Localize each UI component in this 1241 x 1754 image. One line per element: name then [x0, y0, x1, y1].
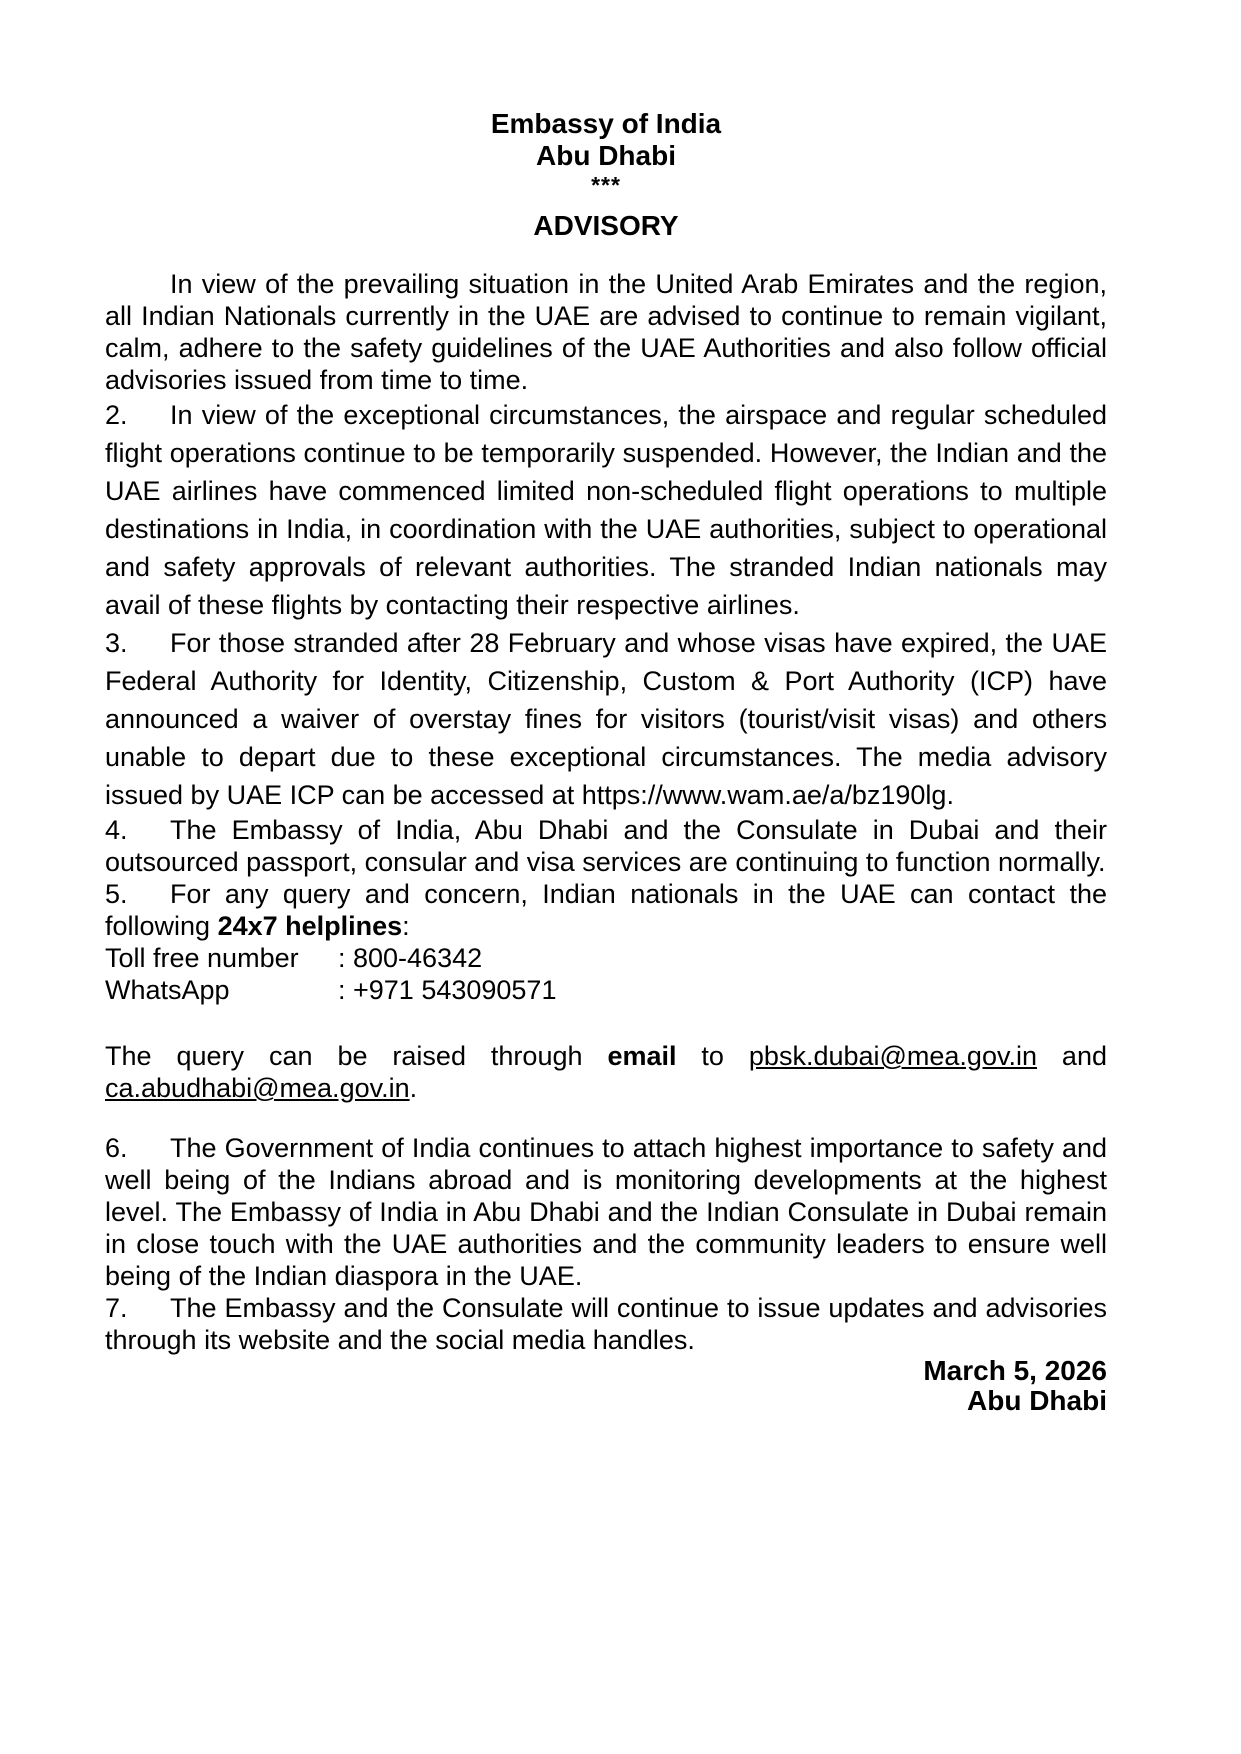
- footer-date: March 5, 2026: [923, 1355, 1107, 1386]
- helpline-row-whatsapp: [105, 974, 1107, 1006]
- paragraph-number: 4.: [105, 815, 128, 845]
- paragraph-6-text: The Government of India continues to attach highest importance to safety and well being of the Indians abroad and is monitoring developments at the highest level. The Embassy of India in Abu Dhabi and the Indian Consulate in Dubai remain in close touch with the UAE authorities and the community leaders to ensure well being of the Indian diaspora in the UAE.: [105, 1133, 1107, 1291]
- paragraph-3: [105, 624, 1107, 814]
- helplines-bold-label: 24x7 helplines: [217, 911, 403, 941]
- paragraph-1: [105, 268, 1107, 396]
- paragraph-5-text: For any query and concern, Indian nationals in the UAE can contact the following: [105, 879, 1107, 941]
- paragraph-3-text: For those stranded after 28 February and whose visas have expired, the UAE Federal Authority for Identity, Citizenship, Custom & Port Authority (ICP) have announced a waiver of overstay fines for visitors (tourist/visit visas) and others unable to depart due to these exceptional circumstances. The media advisory issued by UAE ICP can be accessed at: [105, 628, 1107, 810]
- email-paragraph-conjunction: and: [1036, 1041, 1107, 1071]
- email-link-pbsk-dubai[interactable]: pbsk.dubai@mea.gov.in: [748, 1041, 1037, 1071]
- paragraph-number: 2.: [105, 400, 128, 430]
- paragraph-1-text: In view of the prevailing situation in the United Arab Emirates and the region, all Indian Nationals currently in the UAE are advised to continue to remain vigilant, calm, adhere to the safety guidelines of the UAE Authorities and also follow official advisories issued from time to time.: [105, 269, 1107, 395]
- paragraph-3-suffix: .: [946, 780, 954, 810]
- paragraph-7: [105, 1292, 1107, 1356]
- paragraph-number: 5.: [105, 879, 128, 909]
- paragraph-5: [105, 878, 1107, 942]
- paragraph-7-text: The Embassy and the Consulate will continue to issue updates and advisories through its website and the social media handles.: [105, 1293, 1107, 1355]
- helpline-value: : +971 543090571: [338, 975, 557, 1005]
- advisory-title: ADVISORY: [533, 210, 679, 241]
- paragraph-5-suffix: :: [402, 911, 410, 941]
- email-paragraph: [105, 1040, 1107, 1104]
- paragraph-number: 3.: [105, 628, 128, 658]
- paragraph-number: 7.: [105, 1293, 128, 1323]
- paragraph-2-text: In view of the exceptional circumstances, the airspace and regular scheduled flight operations continue to be temporarily suspended. However, the Indian and the UAE airlines have commenced limited non-scheduled flight operations to multiple destinations in India, in coordination with the UAE authorities, subject to operational and safety approvals of relevant authorities. The stranded Indian nationals may avail of these flights by contacting their respective airlines.: [105, 400, 1107, 620]
- helpline-label: WhatsApp: [105, 975, 230, 1005]
- header-separator-stars: ***: [591, 172, 621, 198]
- email-paragraph-mid: to: [676, 1041, 749, 1071]
- paragraph-4-text: The Embassy of India, Abu Dhabi and the Consulate in Dubai and their outsourced passport, consular and visa services are continuing to function normally.: [105, 815, 1107, 877]
- document-footer: [105, 1356, 1107, 1416]
- paragraph-6: [105, 1132, 1107, 1292]
- email-bold-label: email: [607, 1041, 677, 1071]
- header-city: Abu Dhabi: [536, 140, 676, 171]
- header-org: Embassy of India: [490, 108, 722, 139]
- email-paragraph-prefix: The query can be raised through: [105, 1041, 608, 1071]
- email-link-ca-abudhabi[interactable]: ca.abudhabi@mea.gov.in: [105, 1073, 410, 1103]
- document-header: [105, 108, 1107, 242]
- footer-place: Abu Dhabi: [967, 1385, 1107, 1416]
- email-paragraph-suffix: .: [409, 1073, 418, 1103]
- paragraph-number: 6.: [105, 1133, 128, 1163]
- helpline-row-tollfree: [105, 942, 1107, 974]
- wam-url[interactable]: https://www.wam.ae/a/bz190lg: [581, 780, 947, 810]
- helplines-block: [105, 942, 1107, 1006]
- paragraph-2: [105, 396, 1107, 624]
- helpline-value: : 800-46342: [338, 943, 483, 973]
- paragraph-4: [105, 814, 1107, 878]
- helpline-label: Toll free number: [105, 943, 299, 973]
